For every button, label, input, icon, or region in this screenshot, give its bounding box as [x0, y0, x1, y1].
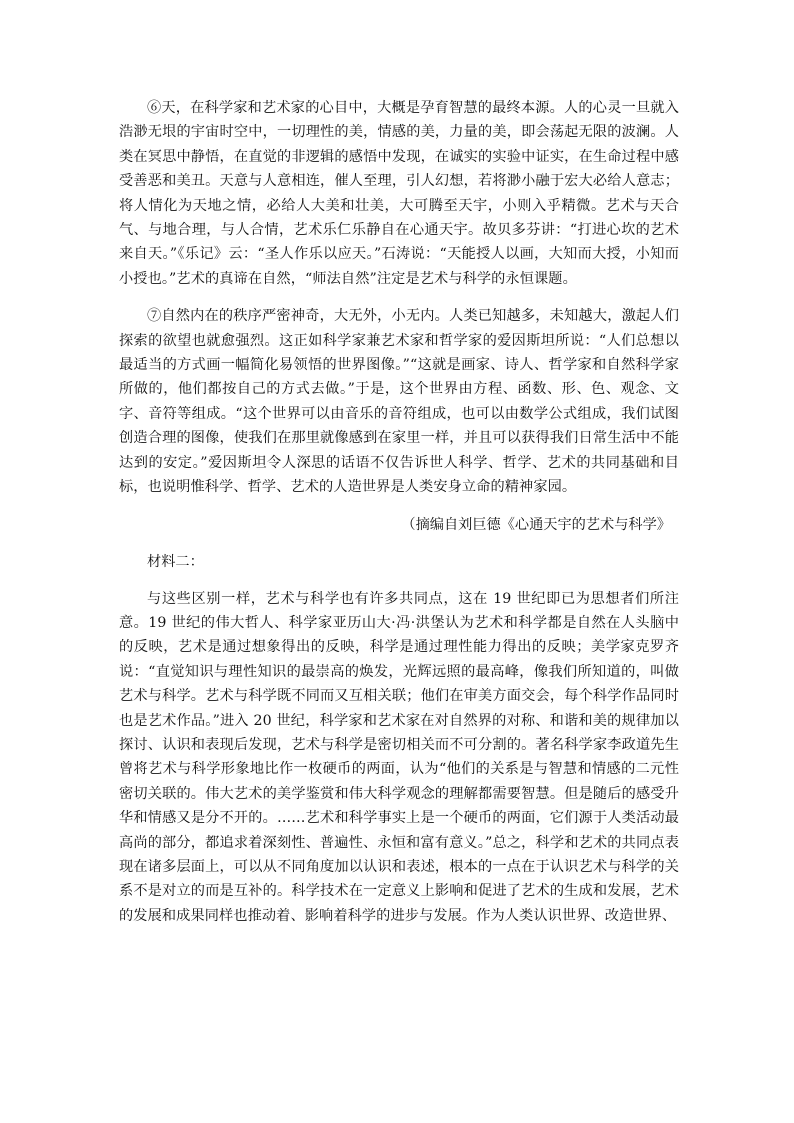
paragraph-gap	[119, 537, 679, 550]
paragraph-gap	[119, 291, 679, 304]
paragraph-gap	[119, 500, 679, 513]
source-citation: （摘编自刘巨德《心通天宇的艺术与科学》	[401, 516, 671, 533]
paragraph-gap	[119, 574, 679, 587]
paragraph-6: ⑥天，在科学家和艺术家的心目中，大概是孕育智慧的最终本源。人的心灵一旦就入浩渺无垠的宇宙时空中，一切理性的美，情感的美，力量的美，即会荡起无限的波澜。人类在冥思中静悟，在直觉的非逻辑的感悟中发现，在诚实的实验中证实，在生命过程中感受善恶和美丑。天意与人意相连，催人至理，引人幻想，若将渺小融于宏大必给人意志；将人情化为天地之情，必给人大美和壮美，大可腾至天宇，小则入乎精微。艺术与天合气、与地合理，与人合情，艺术乐仁乐静自在心通天宇。故贝多芬讲：“打进心坎的艺术来自天。”《乐记》云：“圣人作乐以应天。”石涛说：“天能授人以画，大知而大授，小知而小授也。”艺术的真谛在自然，“师法自然”注定是艺术与科学的永恒课题。	[119, 100, 679, 287]
material-2-heading: 材料二：	[147, 553, 204, 570]
paragraph-7: ⑦自然内在的秩序严密神奇，大无外，小无内。人类已知越多，未知越大，激起人们探索的欲望也就愈强烈。这正如科学家兼艺术家和哲学家的爱因斯坦所说：“人们总想以最适当的方式画一幅简化易领悟的世界图像。”“这就是画家、诗人、哲学家和自然科学家所做的，他们都按自己的方式去做。”于是，这个世界由方程、函数、形、色、观念、文字、音符等组成。“这个世界可以由音乐的音符组成，也可以由数学公式组成，我们试图创造合理的图像，使我们在那里就像感到在家里一样，并且可以获得我们日常生活中不能达到的安定。”爱因斯坦令人深思的话语不仅告诉世人科学、哲学、艺术的共同基础和目标，也说明惟科学、哲学、艺术的人造世界是人类安身立命的精神家园。	[119, 308, 679, 496]
material-2-body: 与这些区别一样，艺术与科学也有许多共同点，这在 19 世纪即已为思想者们所注意。19 世纪的伟大哲人、科学家亚历山大·冯·洪堡认为艺术和科学都是自然在人头脑中的反映，艺术是通过想象得出的反映，科学是通过理性能力得出的反映；美学家克罗齐说：“直觉知识与理性知识的最崇高的焕发，光辉远照的最高峰，像我们所知道的，叫做艺术与科学。艺术与科学既不同而又互相关联；他们在审美方面交会，每个科学作品同时也是艺术作品。”进入 20 世纪，科学家和艺术家在对自然界的对称、和谐和美的规律加以探讨、认识和表现后发现，艺术与科学是密切相关而不可分割的。著名科学家李政道先生曾将艺术与科学形象地比作一枚硬币的两面，认为“他们的关系是与智慧和情感的二元性密切关联的。伟大艺术的美学鉴赏和伟大科学观念的理解都需要智慧。但是随后的感受升华和情感又是分不开的。……艺术和科学事实上是一个硬币的两面，它们源于人类活动最高尚的部分，都追求着深刻性、普遍性、永恒和富有意义。”总之，科学和艺术的共同点表现在诸多层面上，可以从不同角度加以认识和表述，根本的一点在于认识艺术与科学的关系不是对立的而是互补的。科学技术在一定意义上影响和促进了艺术的生成和发展，艺术的发展和成果同样也推动着、影响着科学的进步与发展。作为人类认识世界、改造世界、	[119, 590, 679, 924]
document-page	[119, 96, 679, 928]
